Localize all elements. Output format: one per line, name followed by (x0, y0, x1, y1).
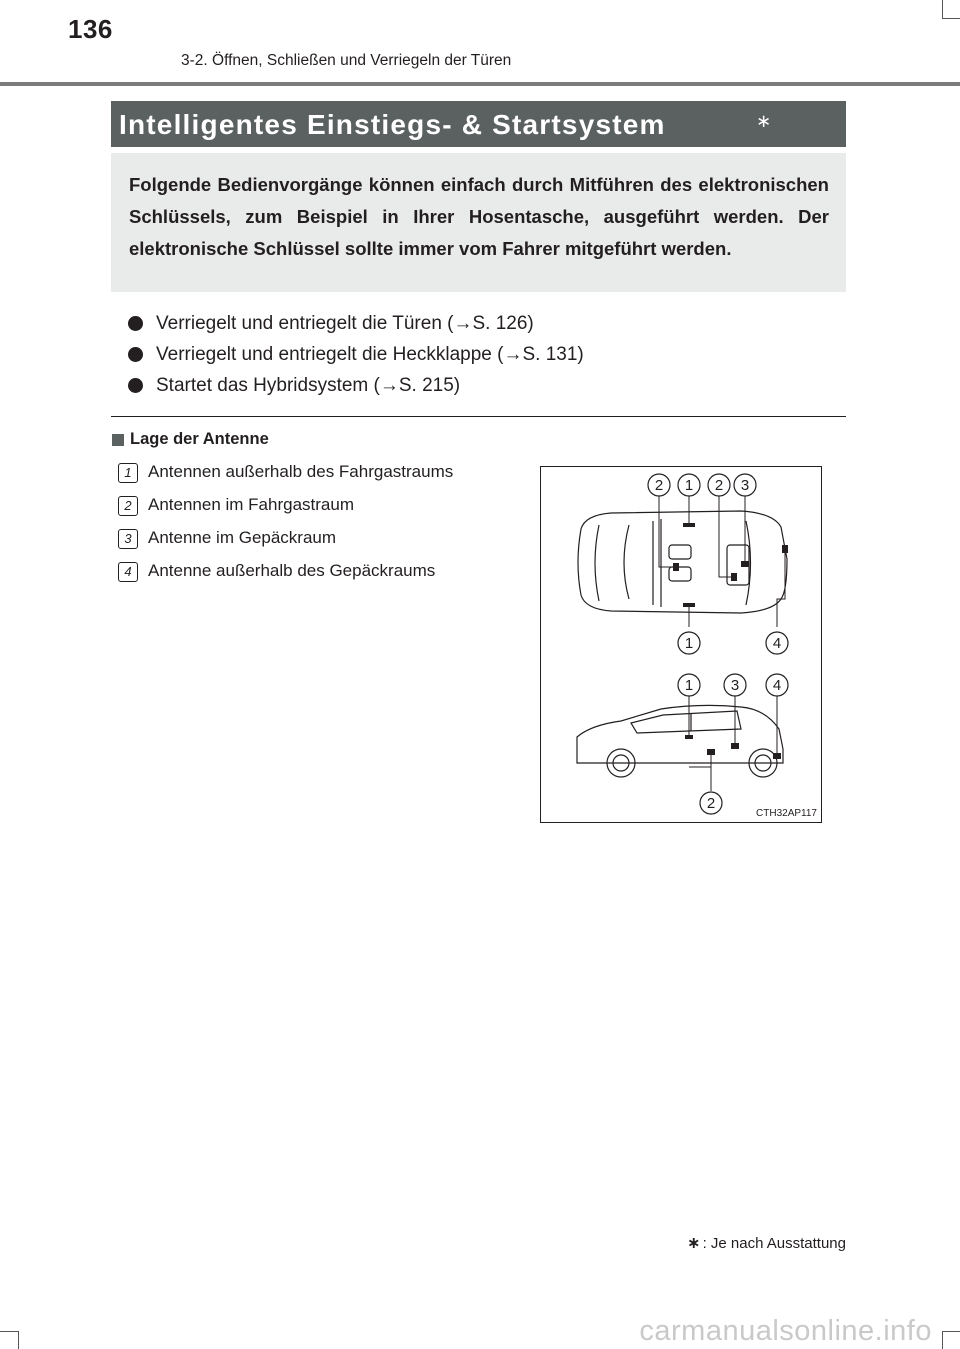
header-rule (0, 82, 960, 86)
legend-number: 2 (118, 496, 138, 516)
callout-label: 1 (684, 477, 694, 494)
callout-label: 2 (706, 795, 716, 812)
legend-text: Antennen im Fahrgastraum (148, 495, 354, 514)
crop-mark (942, 0, 943, 18)
section-divider (111, 416, 846, 417)
intro-text: Folgende Bedienvorgänge können einfach durch Mitführen des elektronischen Schlüssels, zum Beispiel in Ihrer Hosentasche, ausgeführt werden. Der elektronische Schlüssel sollte immer vom Fahrer mitgeführt werden. (129, 174, 829, 259)
section-title-bar (111, 101, 846, 147)
running-header: 3-2. Öffnen, Schließen und Verriegeln der Türen (181, 52, 512, 69)
legend-text: Antennen außerhalb des Fahrgastraums (148, 462, 454, 481)
watermark: carmanualsonline.info (639, 1315, 932, 1347)
callout-label: 1 (684, 677, 694, 694)
list-item-text: Startet das Hybridsystem (→S. 215) (156, 375, 461, 396)
callout-label: 1 (684, 635, 694, 652)
callout-label: 3 (730, 677, 740, 694)
callout-label: 2 (654, 477, 664, 494)
callout-label: 3 (740, 477, 750, 494)
footnote-asterisk: ∗ (687, 1235, 701, 1252)
callout-label: 4 (772, 635, 782, 652)
page-number: 136 (68, 14, 113, 44)
crop-mark (942, 1331, 943, 1349)
list-item-text: Verriegelt und entriegelt die Türen (→S. 126) (156, 313, 534, 334)
callout-label: 4 (772, 677, 782, 694)
antenna-figure (540, 466, 822, 823)
car-top-view (578, 511, 787, 613)
square-bullet-icon (112, 434, 124, 446)
figure-code: CTH32AP117 (756, 808, 817, 819)
legend-number: 3 (118, 529, 138, 549)
crop-mark (18, 1331, 19, 1349)
subsection-heading: Lage der Antenne (130, 430, 269, 448)
legend-number: 4 (118, 562, 138, 582)
title-asterisk: ∗ (756, 111, 772, 131)
list-item-text: Verriegelt und entriegelt die Heckklappe (→S. 131) (156, 344, 584, 365)
bullet-icon (128, 378, 143, 393)
legend-text: Antenne außerhalb des Gepäckraums (148, 561, 436, 580)
callout-numbers (655, 477, 781, 812)
intro-box (111, 153, 846, 292)
section-title: Intelligentes Einstiegs- & Startsystem (119, 109, 666, 140)
bullet-icon (128, 316, 143, 331)
legend-text: Antenne im Gepäckraum (148, 528, 337, 547)
crop-mark (942, 1331, 960, 1332)
bullet-icon (128, 347, 143, 362)
car-antenna-diagram (541, 467, 821, 822)
callout-label: 2 (714, 477, 724, 494)
crop-mark (942, 18, 960, 19)
legend-number: 1 (118, 463, 138, 483)
footnote-text: : Je nach Ausstattung (702, 1235, 846, 1252)
crop-mark (0, 1331, 18, 1332)
footnote (687, 1233, 846, 1253)
